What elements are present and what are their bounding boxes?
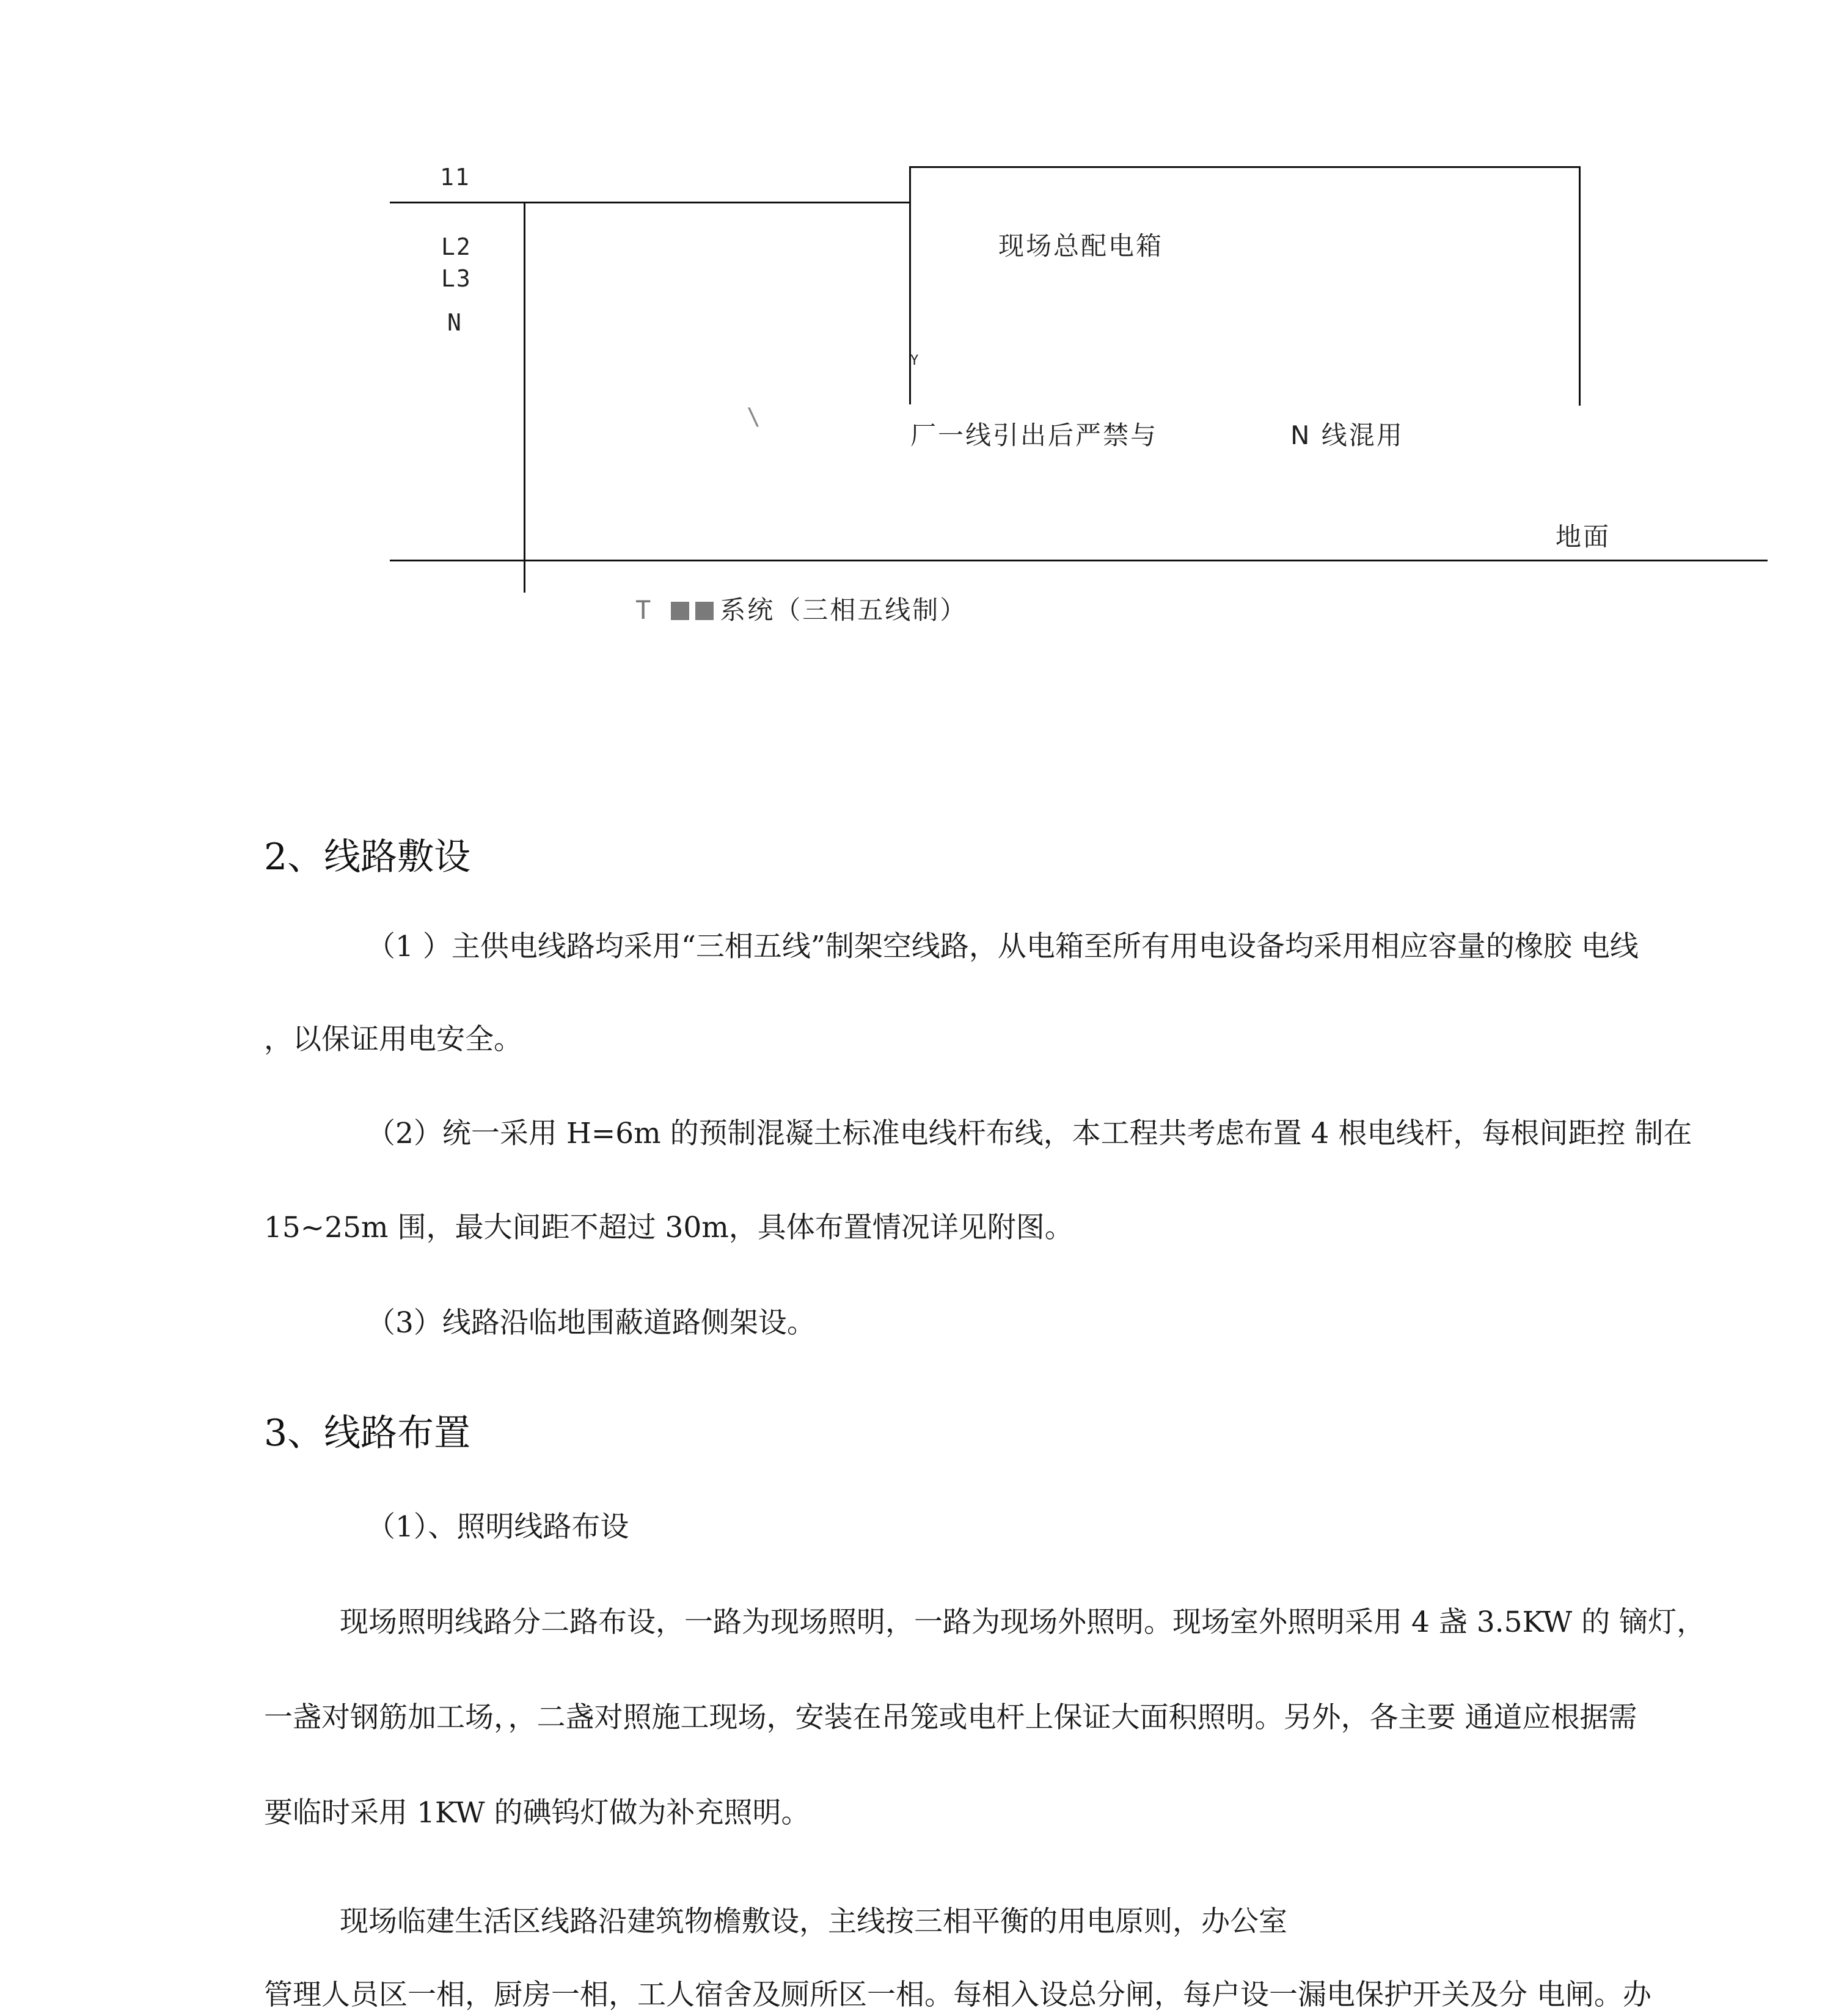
section3-p2-line1: 现场临建生活区线路沿建筑物檐敷设，主线按三相平衡的用电原则，办公室 — [340, 1905, 1287, 1938]
box-top-edge — [909, 166, 1580, 168]
redacted-square-icon — [695, 602, 714, 620]
box-right-edge — [1579, 166, 1581, 406]
line-label-11: 11 — [440, 164, 470, 191]
section3-p1-line1: 现场照明线路分二路布设，一路为现场照明，一路为现场外照明。现场室外照明采用 4 盏 3.5KW 的 镝灯， — [340, 1605, 1706, 1639]
distribution-box-title: 现场总配电箱 — [998, 231, 1164, 261]
box-label-y: Y — [910, 353, 919, 368]
section2-p1-line2: ，以保证用电安全。 — [264, 1023, 522, 1056]
caption-t: T — [635, 595, 653, 625]
diagram-left-vertical — [524, 202, 525, 593]
line-label-l2: L2 — [441, 233, 472, 260]
note-left: 厂一线引出后严禁与 — [910, 420, 1158, 450]
line-label-n: N — [447, 309, 463, 336]
section3-heading: 3、线路布置 — [264, 1412, 471, 1455]
section2-p3: （3）线路沿临地围蔽道路侧架设。 — [367, 1306, 816, 1340]
diagram-caption — [635, 590, 967, 627]
box-left-edge — [909, 166, 911, 404]
section3-p1-line2: 一盏对钢筋加工场，，二盏对照施工现场，安装在吊笼或电杆上保证大面积照明。另外，各主要 通道应根据需 — [264, 1701, 1637, 1734]
ground-line — [390, 560, 1768, 561]
diagram-backslash: \ — [747, 403, 762, 430]
section2-p2-line2: 15~25m 围，最大间距不超过 30m，具体布置情况详见附图。 — [264, 1211, 1073, 1244]
caption-text: 系统（三相五线制） — [720, 595, 968, 625]
section2-p2-line1: （2）统一采用 H=6m 的预制混凝土标准电线杆布线，本工程共考虑布置 4 根电线杆，每根间距控 制在 — [367, 1117, 1692, 1150]
section3-p2-line2: 管理人员区一相，厨房一相，工人宿舍及厕所区一相。每相入设总分闸，每户设一漏电保护开关及分 电闸。办 — [264, 1978, 1651, 2012]
section2-heading: 2、线路敷设 — [264, 836, 471, 878]
note-right: N 线混用 — [1290, 420, 1404, 450]
redacted-square-icon — [671, 602, 689, 620]
ground-label: 地面 — [1556, 522, 1611, 552]
diagram-top-line — [390, 202, 910, 203]
section3-p1-line3: 要临时采用 1KW 的碘钨灯做为补充照明。 — [264, 1796, 810, 1830]
section3-sub1: （1）、照明线路布设 — [367, 1510, 629, 1544]
section2-p1-line1: （1 ）主供电线路均采用“三相五线”制架空线路，从电箱至所有用电设备均采用相应容量的橡胶 电线 — [367, 930, 1639, 963]
line-label-l3: L3 — [441, 265, 472, 292]
